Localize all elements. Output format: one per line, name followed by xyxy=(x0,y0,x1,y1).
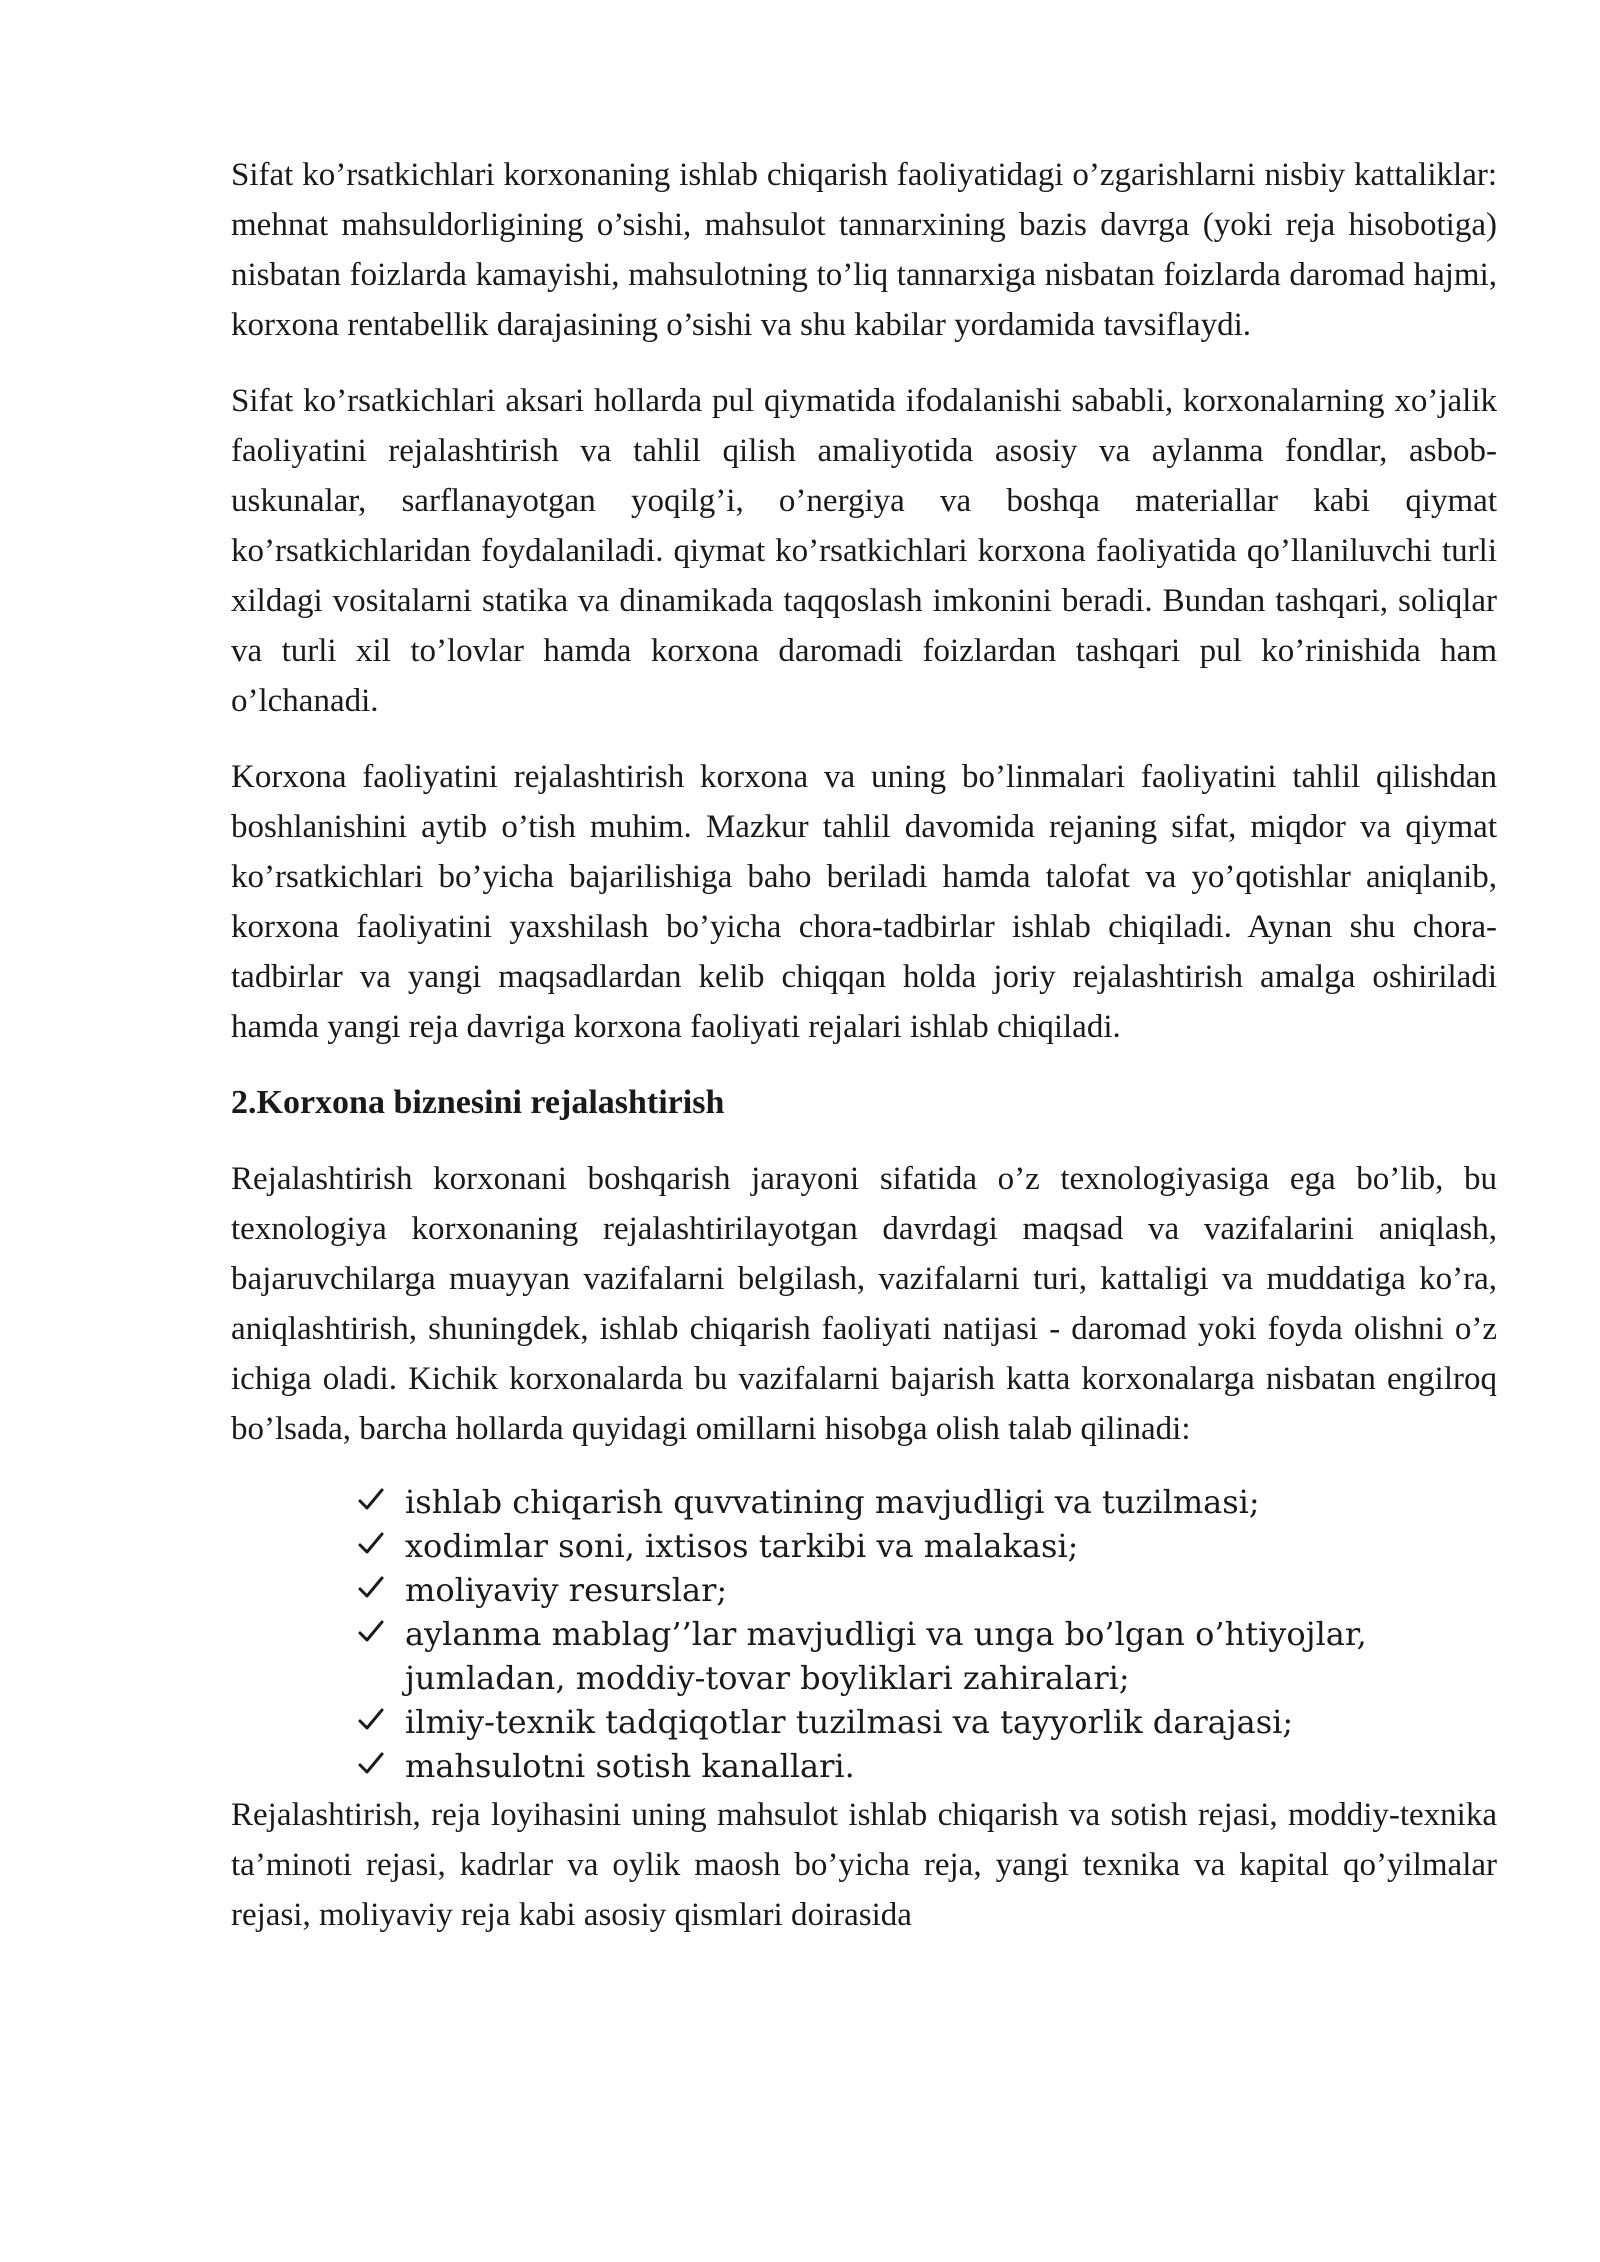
paragraph-quality-indicators: Sifat ko’rsatkichlari korxonaning ishlab chiqarish faoliyatidagi o’zgarishlarni nisbiy kattaliklar: mehnat mahsuldorligining o’sishi, mahsulot tannarxining bazis davrga (yoki reja hisobotiga) nisbatan foizlarda kamayishi, mahsulotning to’liq tannarxiga nisbatan foizlarda daromad hajmi, korxona rentabellik darajasining o’sishi va shu kabilar yordamida tavsiflaydi. xyxy=(231,157,1497,343)
paragraph-planning-analysis: Korxona faoliyatini rejalashtirish korxona va uning bo’linmalari faoliyatini tahlil qilishdan boshlanishini aytib o’tish muhim. Mazkur tahlil davomida rejaning sifat, miqdor va qiymat ko’rsatkichlari bo’yicha bajarilishiga baho beriladi hamda talofat va yo’qotishlar aniqlanib, korxona faoliyatini yaxshilash bo’yicha chora-tadbirlar ishlab chiqiladi. Aynan shu chora-tadbirlar va yangi maqsadlardan kelib chiqqan holda joriy rejalashtirish amalga oshiriladi hamda yangi reja davriga korxona faoliyati rejalari ishlab chiqiladi. xyxy=(231,759,1497,1045)
check-icon xyxy=(357,1524,387,1568)
list-item xyxy=(357,1568,1497,1612)
check-icon xyxy=(357,1744,387,1788)
list-item-text: ishlab chiqarish quvvatining mavjudligi va tuzilmasi; xyxy=(405,1483,1260,1521)
list-item xyxy=(357,1744,1497,1788)
check-icon xyxy=(357,1480,387,1524)
factors-checklist xyxy=(231,1480,1497,1788)
check-icon xyxy=(357,1700,387,1744)
check-icon xyxy=(357,1568,387,1612)
list-item-text: xodimlar soni, ixtisos tarkibi va malakasi; xyxy=(405,1527,1079,1565)
list-item-text: mahsulotni sotish kanallari. xyxy=(405,1747,855,1785)
list-item-text: aylanma mablag’’lar mavjudligi va unga bo’lgan o’htiyojlar, jumladan, moddiy-tovar boyliklari zahiralari; xyxy=(405,1615,1367,1697)
list-item-text: ilmiy-texnik tadqiqotlar tuzilmasi va tayyorlik darajasi; xyxy=(405,1703,1294,1741)
paragraph-plan-structure: Rejalashtirish, reja loyihasini uning mahsulot ishlab chiqarish va sotish rejasi, moddiy-texnika ta’minoti rejasi, kadrlar va oylik maosh bo’yicha reja, yangi texnika va kapital qo’yilmalar rejasi, moliyaviy reja kabi asosiy qismlari doirasida xyxy=(231,1797,1497,1933)
section-heading: 2.Korxona biznesini rejalashtirish xyxy=(231,1084,725,1121)
list-item xyxy=(357,1612,1497,1700)
paragraph-value-indicators: Sifat ko’rsatkichlari aksari hollarda pul qiymatida ifodalanishi sababli, korxonalarning xo’jalik faoliyatini rejalashtirish va tahlil qilish amaliyotida asosiy va aylanma fondlar, asbob-uskunalar, sarflanayotgan yoqilg’i, o’nergiya va boshqa materiallar kabi qiymat ko’rsatkichlaridan foydalaniladi. qiymat ko’rsatkichlari korxona faoliyatida qo’llaniluvchi turli xildagi vositalarni statika va dinamikada taqqoslash imkonini beradi. Bundan tashqari, soliqlar va turli xil to’lovlar hamda korxona daromadi foizlardan tashqari pul ko’rinishida ham o’lchanadi. xyxy=(231,383,1497,719)
list-item xyxy=(357,1524,1497,1568)
check-icon xyxy=(357,1612,387,1656)
list-item xyxy=(357,1480,1497,1524)
paragraph-planning-technology: Rejalashtirish korxonani boshqarish jarayoni sifatida o’z texnologiyasiga ega bo’lib, bu texnologiya korxonaning rejalashtirilayotgan davrdagi maqsad va vazifalarini aniqlash, bajaruvchilarga muayyan vazifalarni belgilash, vazifalarni turi, kattaligi va muddatiga ko’ra, aniqlashtirish, shuningdek, ishlab chiqarish faoliyati natijasi - daromad yoki foyda olishni o’z ichiga oladi. Kichik korxonalarda bu vazifalarni bajarish katta korxonalarga nisbatan engilroq bo’lsada, barcha hollarda quyidagi omillarni hisobga olish talab qilinadi: xyxy=(231,1161,1497,1447)
list-item xyxy=(357,1700,1497,1744)
document-page xyxy=(231,150,1497,1966)
list-item-text: moliyaviy resurslar; xyxy=(405,1571,728,1609)
